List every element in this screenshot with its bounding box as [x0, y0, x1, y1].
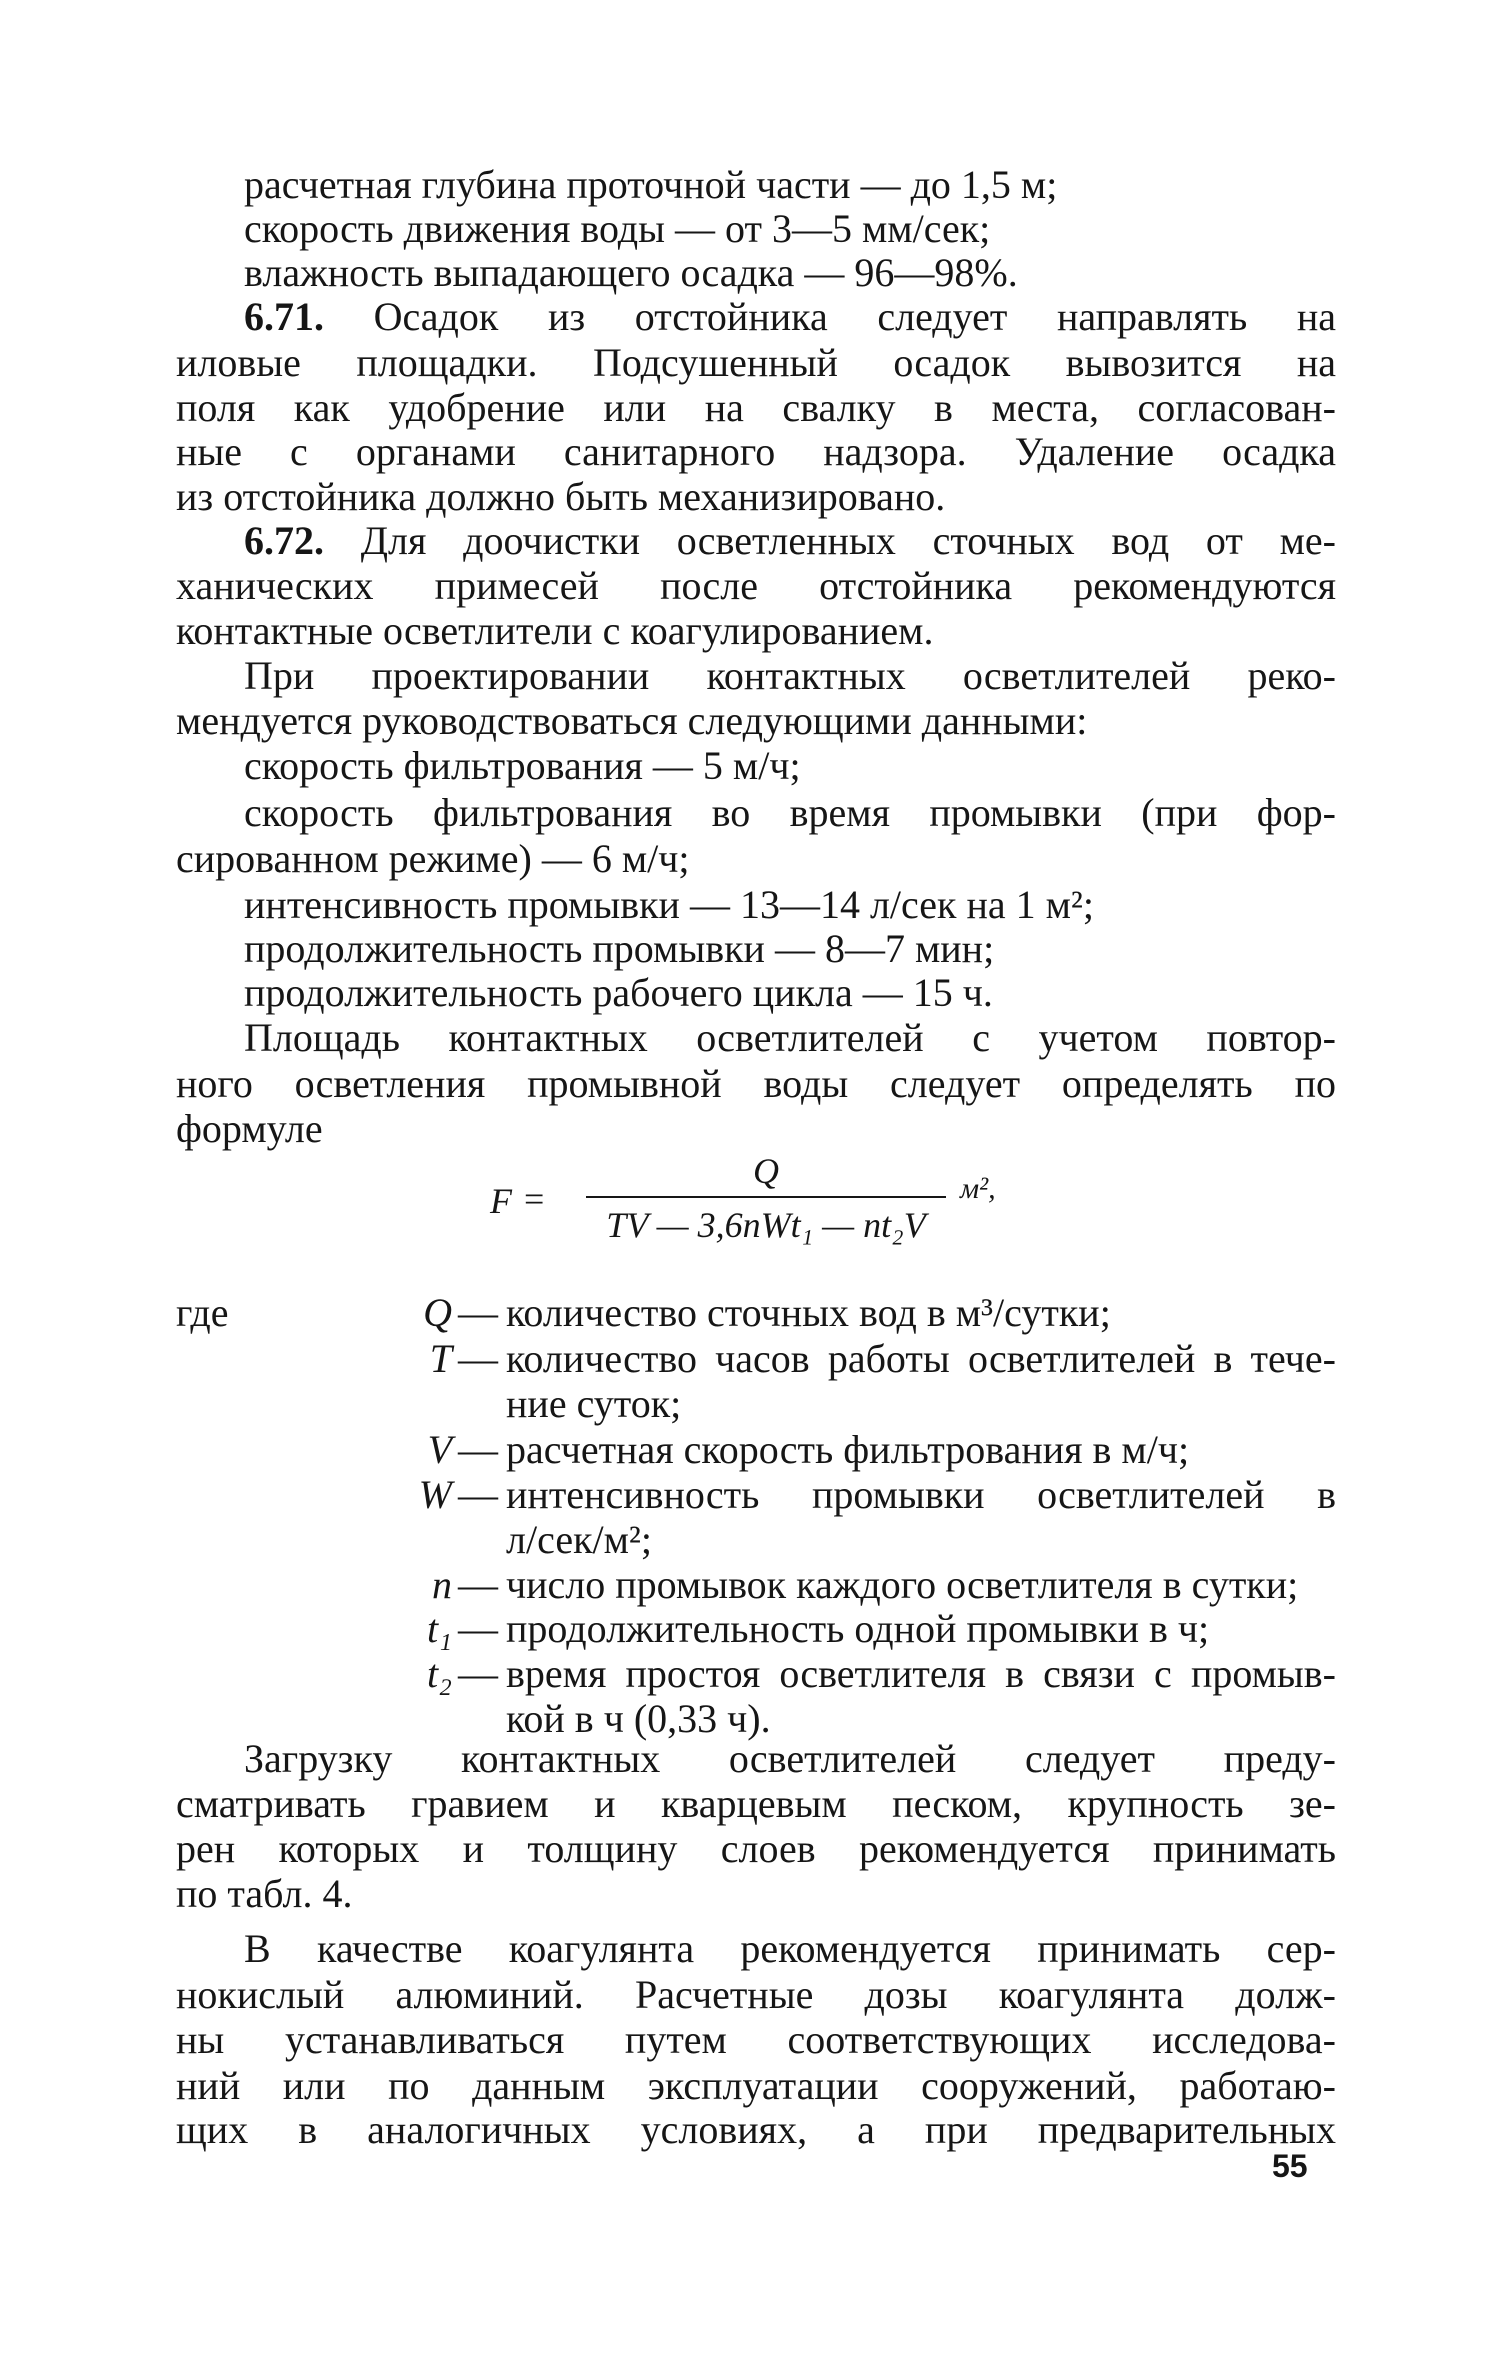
formula-numerator: Q — [753, 1151, 779, 1191]
text-line: из отстойника должно быть механизировано. — [176, 474, 946, 519]
definition-dash: — — [458, 1290, 498, 1335]
definition-dash: — — [458, 1472, 498, 1517]
text-line: скорость фильтрования во время промывки (при фор- — [244, 790, 1336, 835]
text-line: формуле — [176, 1106, 323, 1151]
text-line: влажность выпадающего осадка — 96—98%. — [244, 250, 1018, 295]
text-line: контактные осветлители с коагулированием. — [176, 608, 934, 653]
text-line: щих в аналогичных условиях, а при предварительных — [176, 2107, 1336, 2152]
definition-text: ние суток; — [506, 1381, 682, 1426]
definition-dash: — — [458, 1606, 498, 1651]
text-line: сматривать гравием и кварцевым песком, крупность зе- — [176, 1781, 1336, 1826]
text-line: скорость фильтрования — 5 м/ч; — [244, 743, 801, 788]
definition-symbol: Q — [423, 1290, 452, 1335]
formula-unit: м², — [960, 1172, 996, 1205]
text-line: ные с органами санитарного надзора. Удаление осадка — [176, 429, 1336, 474]
definition-text: количество сточных вод в м³/сутки; — [506, 1290, 1111, 1335]
definition-symbol: n — [432, 1562, 452, 1607]
definition-text: кой в ч (0,33 ч). — [506, 1696, 771, 1741]
paragraph-number: 6.72. — [244, 518, 324, 563]
text-line: по табл. 4. — [176, 1871, 353, 1916]
definition-symbol: t₁ — [426, 1606, 452, 1651]
text-line: поля как удобрение или на свалку в места, согласован- — [176, 385, 1336, 430]
text-line: продолжительность рабочего цикла — 15 ч. — [244, 970, 993, 1015]
definition-dash: — — [458, 1336, 498, 1381]
formula-lhs: F — [490, 1181, 512, 1221]
definition-dash: — — [458, 1562, 498, 1607]
formula-equals: = — [524, 1179, 545, 1219]
definition-text: количество часов работы осветлителей в тече- — [506, 1336, 1336, 1381]
text-line: 6.72. Для доочистки осветленных сточных вод от ме- — [244, 518, 1337, 563]
definition-text: л/сек/м²; — [506, 1517, 653, 1562]
fraction-bar — [586, 1196, 946, 1198]
definition-text: время простоя осветлителя в связи с промыв- — [506, 1651, 1336, 1696]
page-number: 55 — [1272, 2148, 1308, 2184]
text-line: ний или по данным эксплуатации сооружений, работаю- — [176, 2063, 1336, 2108]
definition-text: число промывок каждого осветлителя в сутки; — [506, 1562, 1299, 1607]
text-line: 6.71. Осадок из отстойника следует направлять на — [244, 294, 1337, 339]
definition-text: продолжительность одной промывки в ч; — [506, 1606, 1210, 1651]
text-line: расчетная глубина проточной части — до 1,5 м; — [244, 162, 1058, 207]
text-line: ны устанавливаться путем соответствующих исследова- — [176, 2017, 1336, 2062]
definition-dash: — — [458, 1651, 498, 1696]
definition-text: интенсивность промывки осветлителей в — [506, 1472, 1336, 1517]
definition-symbol: V — [427, 1427, 452, 1472]
text-line: мендуется руководствоваться следующими данными: — [176, 698, 1088, 743]
text-line: ного осветления промывной воды следует определять по — [176, 1061, 1336, 1106]
text-line: Площадь контактных осветлителей с учетом повтор- — [244, 1015, 1336, 1060]
text-line: рен которых и толщину слоев рекомендуется принимать — [176, 1826, 1336, 1871]
definition-symbol: T — [429, 1336, 452, 1381]
where-word: где — [176, 1290, 229, 1335]
text-line: интенсивность промывки — 13—14 л/сек на 1 м²; — [244, 882, 1095, 927]
text-line: сированном режиме) — 6 м/ч; — [176, 836, 690, 881]
text-line: продолжительность промывки — 8—7 мин; — [244, 926, 995, 971]
paragraph-number: 6.71. — [244, 294, 324, 339]
formula — [490, 1150, 1050, 1260]
definition-symbol: t₂ — [426, 1651, 452, 1696]
definition-symbol: W — [418, 1472, 452, 1517]
text-line: ханических примесей после отстойника рекомендуются — [176, 563, 1336, 608]
text-line: нокислый алюминий. Расчетные дозы коагулянта долж- — [176, 1972, 1336, 2017]
definition-dash: — — [458, 1427, 498, 1472]
text-line: В качестве коагулянта рекомендуется принимать сер- — [244, 1926, 1336, 1971]
text-line: Загрузку контактных осветлителей следует преду- — [244, 1736, 1336, 1781]
text-line: скорость движения воды — от 3—5 мм/сек; — [244, 206, 991, 251]
definition-text: расчетная скорость фильтрования в м/ч; — [506, 1427, 1190, 1472]
text-line: иловые площадки. Подсушенный осадок вывозится на — [176, 340, 1336, 385]
formula-denominator: TV — 3,6nWt₁ — nt₂V — [606, 1205, 926, 1245]
text-line: При проектировании контактных осветлителей реко- — [244, 653, 1336, 698]
